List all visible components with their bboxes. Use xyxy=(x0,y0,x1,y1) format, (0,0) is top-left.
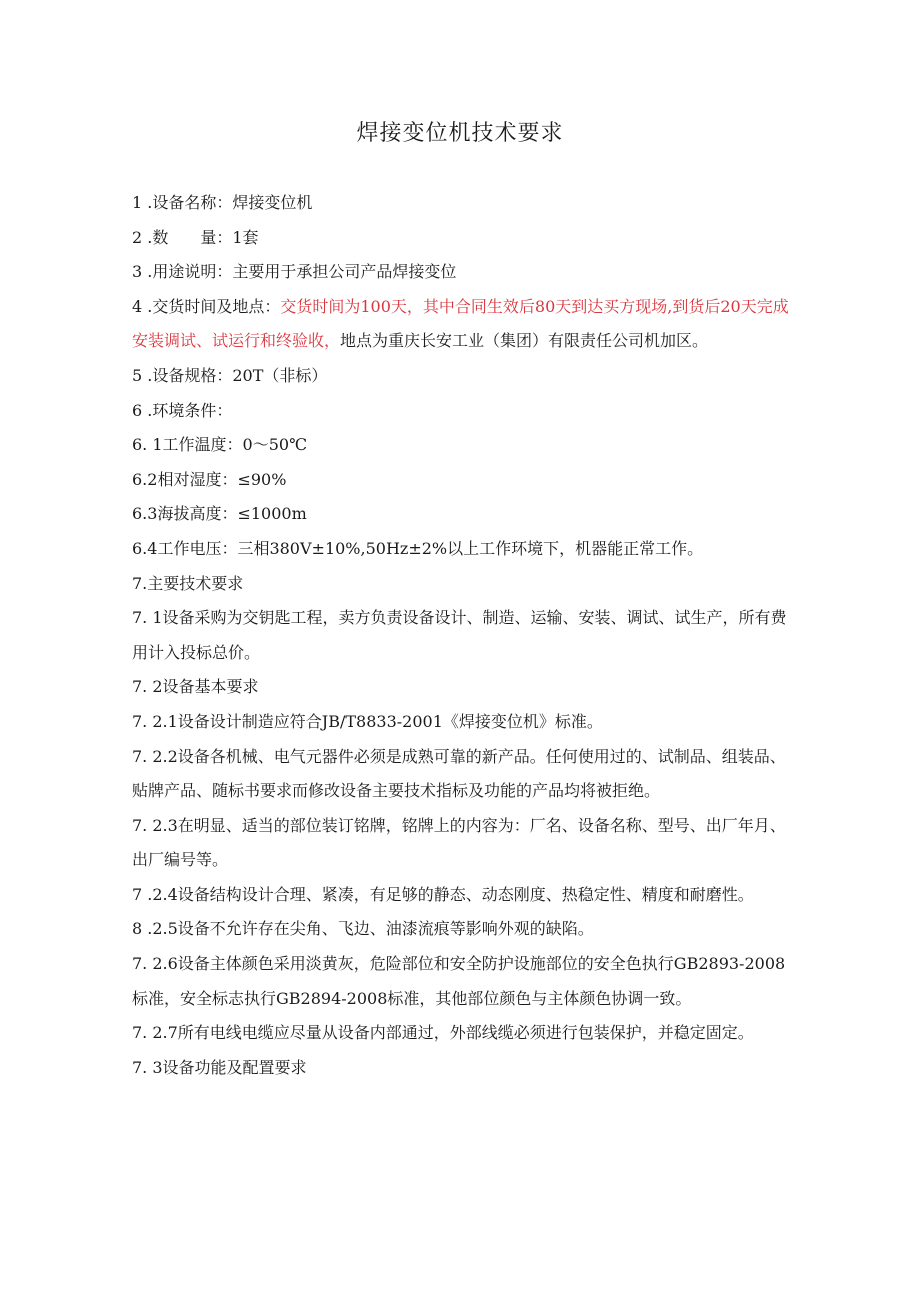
item-nameplate: 7. 2.3在明显、适当的部位装订铭牌，铭牌上的内容为：厂名、设备名称、型号、出厂年月、出厂编号等。 xyxy=(132,815,786,870)
delivery-highlight: 交货时间为100天，其中合同生效后80天到达买方现场,到货后20天完成安装调试、试运行和终验收， xyxy=(132,296,789,351)
item-turnkey: 7. 1设备采购为交钥匙工程，卖方负责设备设计、制造、运输、安装、调试、试生产，所有费用计入投标总价。 xyxy=(132,608,787,662)
item-temperature: 6. 1工作温度：0～50℃ xyxy=(132,435,307,455)
item-equipment-name: 1 .设备名称：焊接变位机 xyxy=(132,193,313,212)
item-altitude: 6.3海拔高度：≤1000m xyxy=(132,504,307,524)
item-cables: 7. 2.7所有电线电缆应尽量从设备内部通过，外部线缆必须进行包装保护，并稳定固定。 xyxy=(132,1023,754,1043)
item-structure: 7 .2.4设备结构设计合理、紧凑，有足够的静态、动态刚度、热稳定性、精度和耐磨性。 xyxy=(132,884,754,904)
delivery-location: 地点为重庆长安工业（集团）有限责任公司机加区。 xyxy=(340,331,709,351)
document-title: 焊接变位机技术要求 xyxy=(356,121,564,146)
item-standard: 7. 2.1设备设计制造应符合JB/T8833-2001《焊接变位机》标准。 xyxy=(132,711,603,731)
item-color: 7. 2.6设备主体颜色采用淡黄灰，危险部位和安全防护设施部位的安全色执行GB2893-2008标准，安全标志执行GB2894-2008标准，其他部位颜色与主体颜色协调一致。 xyxy=(132,954,786,1008)
section-basic-requirements: 7. 2设备基本要求 xyxy=(132,677,259,697)
item-delivery xyxy=(132,290,792,359)
item-environment: 6 .环境条件： xyxy=(132,400,233,420)
item-specification: 5 .设备规格：20T（非标） xyxy=(132,365,328,385)
item-humidity: 6.2相对湿度：≤90% xyxy=(132,469,287,489)
item-voltage: 6.4工作电压：三相380V±10%,50Hz±2%以上工作环境下，机器能正常工作。 xyxy=(132,538,704,558)
item-components: 7. 2.2设备各机械、电气元器件必须是成熟可靠的新产品。任何使用过的、试制品、组装品、贴牌产品、随标书要求而修改设备主要技术指标及功能的产品均将被拒绝。 xyxy=(132,746,786,801)
document-body xyxy=(132,186,792,1085)
section-technical-requirements: 7.主要技术要求 xyxy=(132,573,244,593)
item-appearance: 8 .2.5设备不允许存在尖角、飞边、油漆流痕等影响外观的缺陷。 xyxy=(132,919,594,939)
item-purpose: 3 .用途说明：主要用于承担公司产品焊接变位 xyxy=(132,262,457,282)
section-function-config: 7. 3设备功能及配置要求 xyxy=(132,1057,307,1077)
delivery-label: 4 .交货时间及地点： xyxy=(132,296,281,316)
item-quantity: 2 .数 量：1套 xyxy=(132,227,259,247)
